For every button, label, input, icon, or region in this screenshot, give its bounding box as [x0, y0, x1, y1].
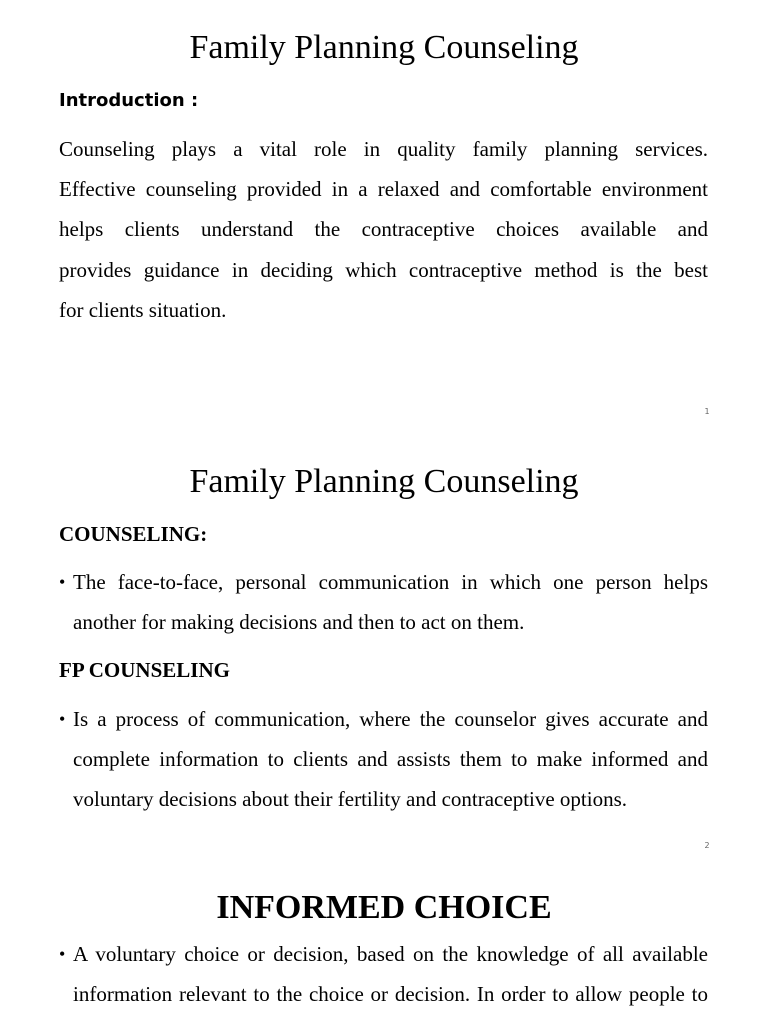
slide-2 — [0, 430, 768, 864]
slide-1 — [0, 0, 768, 430]
paragraph-line: Effective counseling provided in a relaxed and comfortable environment — [59, 177, 708, 202]
bullet-icon: • — [59, 572, 66, 592]
fp-counseling-heading: FP COUNSELING — [59, 658, 230, 682]
paragraph-line: provides guidance in deciding which contraceptive method is the best — [59, 257, 708, 282]
bullet-line: A voluntary choice or decision, based on the knowledge of all available — [73, 942, 708, 966]
bullet-line: information relevant to the choice or decision. In order to allow people to — [73, 982, 708, 1006]
bullet-line: voluntary decisions about their fertility and contraceptive options. — [73, 787, 628, 811]
counseling-heading: COUNSELING: — [59, 522, 208, 546]
bullet-line: The face-to-face, personal communication in which one person helps — [73, 570, 708, 594]
bullet-text — [73, 934, 708, 1014]
paragraph-line: Counseling plays a vital role in quality family planning services. — [59, 137, 708, 161]
slide-2-title: Family Planning Counseling — [189, 463, 579, 500]
bullet-text — [73, 699, 708, 819]
introduction-label: Introduction : — [59, 90, 199, 111]
introduction-paragraph — [59, 129, 708, 330]
slide-3-title: INFORMED CHOICE — [216, 889, 552, 926]
bullet-icon: • — [59, 944, 66, 964]
bullet-line: Is a process of communication, where the counselor gives accurate and — [73, 707, 708, 731]
paragraph-line: for clients situation. — [59, 297, 227, 322]
slide-1-title: Family Planning Counseling — [189, 29, 579, 66]
bullet-text — [73, 562, 708, 642]
page-number: 1 — [704, 407, 710, 416]
page-number: 2 — [704, 841, 710, 850]
bullet-line: complete information to clients and assists them to make informed and — [73, 747, 708, 771]
slide-3 — [0, 864, 768, 1024]
bullet-icon: • — [59, 709, 66, 729]
paragraph-line: helps clients understand the contraceptive choices available and — [59, 217, 708, 242]
bullet-line: another for making decisions and then to act on them. — [73, 610, 525, 634]
